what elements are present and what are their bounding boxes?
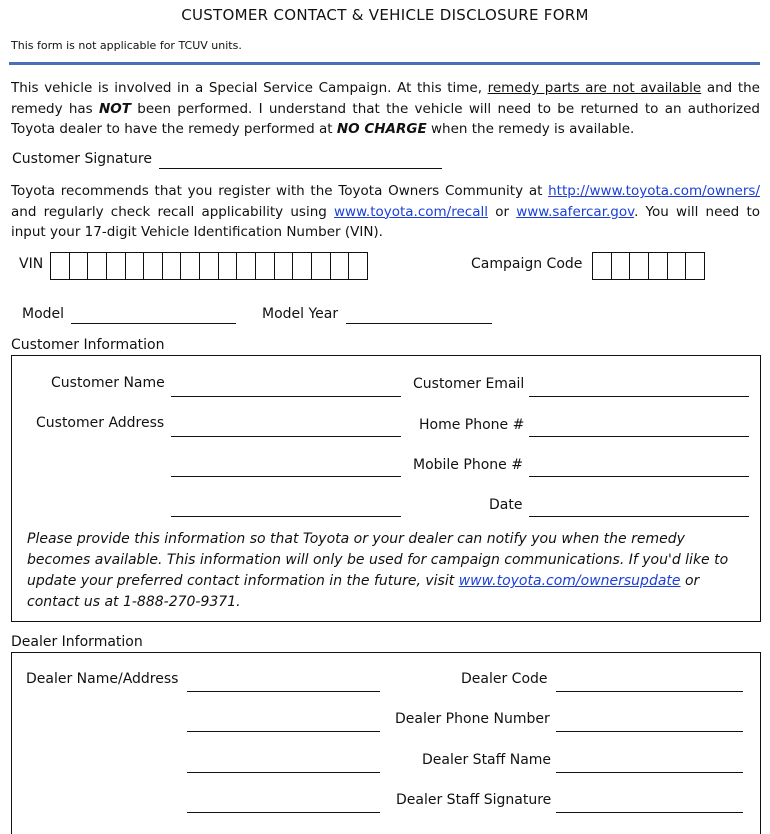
- model-field[interactable]: [71, 323, 236, 324]
- customer-address-field-3[interactable]: [171, 516, 401, 517]
- owners-link[interactable]: http://www.toyota.com/owners/: [548, 183, 760, 199]
- dealer-staff-name-field[interactable]: [556, 772, 743, 773]
- customer-name-label: Customer Name: [51, 375, 165, 391]
- header-divider: [9, 62, 760, 65]
- customer-address-label: Customer Address: [36, 415, 165, 431]
- mobile-phone-label: Mobile Phone #: [413, 457, 523, 473]
- customer-address-field-1[interactable]: [171, 436, 401, 437]
- campaign-char-box[interactable]: [649, 253, 668, 279]
- customer-address-field-2[interactable]: [171, 476, 401, 477]
- vin-char-box[interactable]: [88, 253, 107, 279]
- vin-char-box[interactable]: [237, 253, 256, 279]
- customer-section-title: Customer Information: [11, 337, 165, 353]
- campaign-char-box[interactable]: [593, 253, 612, 279]
- vin-char-box[interactable]: [51, 253, 70, 279]
- vin-char-box[interactable]: [200, 253, 219, 279]
- dealer-name-address-label: Dealer Name/Address: [26, 671, 179, 687]
- vin-char-box[interactable]: [107, 253, 126, 279]
- model-label: Model: [22, 306, 65, 322]
- disclosure-paragraph: [11, 78, 760, 140]
- vin-char-box[interactable]: [163, 253, 182, 279]
- date-field[interactable]: [529, 516, 749, 517]
- customer-signature-label: Customer Signature: [12, 151, 152, 167]
- home-phone-field[interactable]: [529, 436, 749, 437]
- dealer-staff-signature-field[interactable]: [556, 812, 743, 813]
- notice-text-1: Please provide this information so that Toyota or your dealer can notify you when the remedy becomes available. This information will only be used for campaign communications. If you'd like to update your preferred contact information in the future, visit: [27, 531, 729, 589]
- campaign-code-input[interactable]: [592, 252, 705, 280]
- recall-link[interactable]: www.toyota.com/recall: [334, 203, 488, 220]
- notice-text-2: or contact us at 1-888-270-9371.: [27, 573, 700, 610]
- vin-char-box[interactable]: [181, 253, 200, 279]
- campaign-char-box[interactable]: [686, 253, 704, 279]
- safercar-link[interactable]: www.safercar.gov: [516, 203, 635, 220]
- vin-char-box[interactable]: [293, 253, 312, 279]
- form-title: CUSTOMER CONTACT & VEHICLE DISCLOSURE FORM: [181, 6, 589, 24]
- disclosure-text-2: and the remedy has: [11, 80, 760, 117]
- customer-signature-field[interactable]: [159, 168, 442, 169]
- disclosure-underlined: remedy parts are not available: [487, 80, 702, 96]
- register-text-3: or: [488, 203, 517, 220]
- customer-name-field[interactable]: [171, 396, 401, 397]
- campaign-char-box[interactable]: [612, 253, 631, 279]
- customer-notice: [27, 529, 745, 613]
- disclosure-no-charge: NO CHARGE: [336, 121, 427, 137]
- dealer-staff-signature-label: Dealer Staff Signature: [396, 792, 552, 808]
- vin-char-box[interactable]: [219, 253, 238, 279]
- vin-char-box[interactable]: [312, 253, 331, 279]
- register-text-2: and regularly check recall applicability using: [11, 203, 335, 220]
- disclosure-text-1: This vehicle is involved in a Special Service Campaign. At this time,: [11, 80, 488, 96]
- disclosure-text-4: when the remedy is available.: [426, 121, 635, 137]
- dealer-code-field[interactable]: [556, 691, 743, 692]
- vin-char-box[interactable]: [331, 253, 350, 279]
- vin-char-box[interactable]: [256, 253, 275, 279]
- vin-char-box[interactable]: [70, 253, 89, 279]
- vin-char-box[interactable]: [126, 253, 145, 279]
- dealer-address-field-1[interactable]: [187, 691, 380, 692]
- dealer-section-title: Dealer Information: [11, 634, 143, 650]
- campaign-char-box[interactable]: [668, 253, 687, 279]
- customer-email-label: Customer Email: [413, 376, 525, 392]
- vin-char-box[interactable]: [144, 253, 163, 279]
- date-label: Date: [489, 497, 523, 513]
- vin-input[interactable]: [50, 252, 368, 280]
- dealer-code-label: Dealer Code: [461, 671, 548, 687]
- register-text-4: . You will need to input your 17-digit Vehicle Identification Number (VIN).: [11, 203, 760, 240]
- dealer-address-field-2[interactable]: [187, 731, 380, 732]
- customer-email-field[interactable]: [529, 396, 749, 397]
- vin-char-box[interactable]: [275, 253, 294, 279]
- model-year-field[interactable]: [346, 323, 492, 324]
- dealer-phone-label: Dealer Phone Number: [395, 711, 550, 727]
- home-phone-label: Home Phone #: [419, 417, 525, 433]
- register-paragraph: [11, 181, 760, 243]
- vin-label: VIN: [19, 256, 44, 272]
- disclosure-text-3: been performed. I understand that the vehicle will need to be returned to an authorized Toyota dealer to have the remedy performed at: [11, 100, 760, 137]
- owners-update-link[interactable]: www.toyota.com/ownersupdate: [458, 573, 681, 589]
- mobile-phone-field[interactable]: [529, 476, 749, 477]
- dealer-phone-field[interactable]: [556, 731, 743, 732]
- campaign-code-label: Campaign Code: [471, 256, 583, 272]
- form-note: This form is not applicable for TCUV units.: [11, 39, 242, 52]
- dealer-address-field-3[interactable]: [187, 772, 380, 773]
- campaign-char-box[interactable]: [630, 253, 649, 279]
- dealer-staff-name-label: Dealer Staff Name: [422, 752, 552, 768]
- register-text-1: Toyota recommends that you register with the Toyota Owners Community at: [11, 183, 549, 199]
- dealer-address-field-4[interactable]: [187, 812, 380, 813]
- vin-char-box[interactable]: [349, 253, 367, 279]
- model-year-label: Model Year: [262, 306, 339, 322]
- disclosure-not: NOT: [99, 100, 131, 117]
